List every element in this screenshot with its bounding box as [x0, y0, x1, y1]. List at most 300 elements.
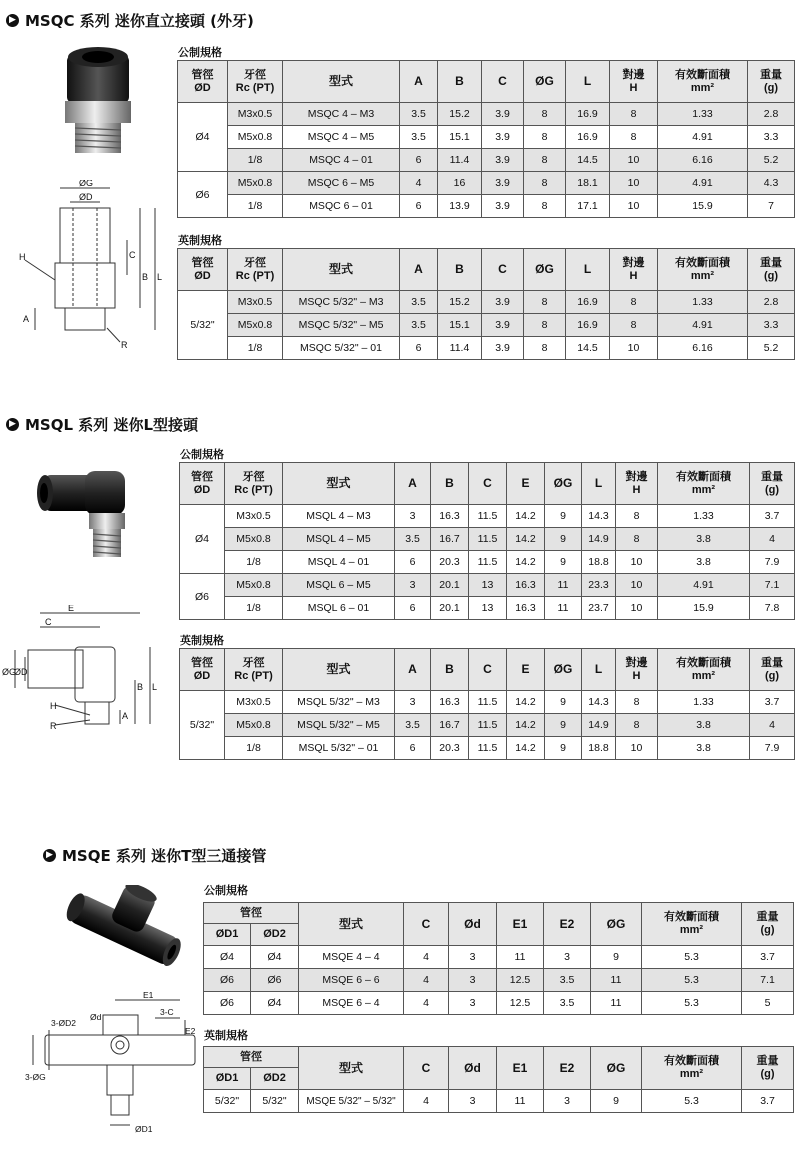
- table-cell: 8: [616, 714, 658, 737]
- table-cell: 8: [524, 314, 566, 337]
- header-cell: 型式: [283, 249, 400, 291]
- table-cell: 3.8: [658, 551, 750, 574]
- table-cell: 3: [395, 691, 431, 714]
- table-cell: 1/8: [225, 551, 283, 574]
- table-cell: 3.9: [482, 195, 524, 218]
- table-cell: 3.5: [395, 714, 431, 737]
- table-cell: 3: [449, 946, 497, 969]
- section-title-text: MSQL 系列 迷你L型接頭: [25, 416, 199, 434]
- header-cell: E: [507, 463, 545, 505]
- header-cell: 管徑 ØD: [178, 61, 228, 103]
- table-cell: 11.4: [438, 149, 482, 172]
- table-cell: MSQE 4 – 4: [299, 946, 404, 969]
- table-cell: 4.91: [658, 126, 748, 149]
- bullet-icon: ▶: [6, 14, 19, 27]
- table-cell: 5.3: [642, 992, 742, 1015]
- table-cell: 6.16: [658, 337, 748, 360]
- table-cell: 16.7: [431, 714, 469, 737]
- table-cell: MSQC 4 – M3: [283, 103, 400, 126]
- table-cell: 10: [616, 574, 658, 597]
- table-cell: 16.3: [431, 691, 469, 714]
- table-cell: 14.3: [582, 691, 616, 714]
- header-cell: ØD1: [204, 1068, 251, 1090]
- table-cell: MSQC 6 – 01: [283, 195, 400, 218]
- table-cell: 6: [395, 597, 431, 620]
- table-cell: 9: [545, 551, 582, 574]
- table-cell: 15.2: [438, 291, 482, 314]
- table-cell: MSQL 4 – 01: [283, 551, 395, 574]
- table-cell: 3.9: [482, 172, 524, 195]
- header-cell: 重量 (g): [748, 61, 795, 103]
- label-c: C: [45, 617, 52, 627]
- header-cell: ØD1: [204, 924, 251, 946]
- od-cell: 5/32": [178, 291, 228, 360]
- table-cell: 1/8: [225, 737, 283, 760]
- table-cell: 4.91: [658, 172, 748, 195]
- table-cell: 11.5: [469, 691, 507, 714]
- table-cell: 8: [610, 291, 658, 314]
- header-cell: ØG: [591, 903, 642, 946]
- table-cell: 7.9: [750, 737, 795, 760]
- header-cell: ØG: [545, 649, 582, 691]
- table-cell: 11.5: [469, 551, 507, 574]
- table-cell: MSQC 4 – M5: [283, 126, 400, 149]
- header-group-cell: 管徑: [204, 1047, 299, 1068]
- table-cell: 6: [395, 737, 431, 760]
- table-cell: 8: [524, 172, 566, 195]
- table-cell: 14.3: [582, 505, 616, 528]
- table-cell: 3.5: [400, 314, 438, 337]
- label-b: B: [137, 682, 144, 692]
- header-cell: A: [395, 649, 431, 691]
- table-cell: 4: [400, 172, 438, 195]
- msqc-dimension-drawing: [15, 180, 165, 350]
- table-cell: 3: [544, 1090, 591, 1113]
- table-cell: 4.91: [658, 314, 748, 337]
- header-cell: 重量 (g): [748, 249, 795, 291]
- header-cell: 對邊 H: [610, 61, 658, 103]
- table-cell: 20.3: [431, 551, 469, 574]
- table-cell: 5: [742, 992, 794, 1015]
- header-cell: 牙徑 Rc (PT): [225, 649, 283, 691]
- od-cell: Ø6: [178, 172, 228, 218]
- header-cell: ØG: [591, 1047, 642, 1090]
- header-cell: L: [566, 249, 610, 291]
- header-cell: Ød: [449, 1047, 497, 1090]
- table-cell: 18.1: [566, 172, 610, 195]
- table-cell: MSQL 5/32" – M3: [283, 691, 395, 714]
- header-cell: E1: [497, 903, 544, 946]
- spec-label-metric: 公制規格: [180, 448, 224, 461]
- table-cell: 3.9: [482, 314, 524, 337]
- header-cell: 重量 (g): [750, 649, 795, 691]
- table-cell: 16.9: [566, 291, 610, 314]
- table-cell: 13: [469, 597, 507, 620]
- table-cell: 4: [750, 714, 795, 737]
- section-title-text: MSQE 系列 迷你T型三通接管: [62, 847, 267, 865]
- table-cell: M3x0.5: [225, 505, 283, 528]
- header-cell: C: [482, 61, 524, 103]
- od-cell: Ø6: [180, 574, 225, 620]
- table-cell: 8: [610, 314, 658, 337]
- label-og: ØG: [79, 180, 94, 188]
- table-cell: 10: [610, 172, 658, 195]
- table-cell: 3.5: [400, 103, 438, 126]
- table-cell: 5.3: [642, 1090, 742, 1113]
- table-cell: 7: [748, 195, 795, 218]
- spec-label-imperial: 英制規格: [180, 634, 224, 647]
- table-cell: 8: [610, 103, 658, 126]
- header-cell: 對邊 H: [610, 249, 658, 291]
- table-cell: 13.9: [438, 195, 482, 218]
- table-cell: 15.9: [658, 597, 750, 620]
- table-cell: 14.2: [507, 691, 545, 714]
- table-cell: 14.5: [566, 149, 610, 172]
- table-cell: 3.8: [658, 528, 750, 551]
- label-l: L: [152, 682, 158, 692]
- table-cell: 15.1: [438, 314, 482, 337]
- table-cell: 3: [449, 1090, 497, 1113]
- label-l: L: [157, 272, 163, 282]
- msql-dimension-drawing: [0, 605, 170, 740]
- table-cell: 8: [610, 126, 658, 149]
- table-cell: 3.5: [400, 126, 438, 149]
- table-cell: 9: [545, 528, 582, 551]
- table-cell: 16.3: [507, 574, 545, 597]
- table-cell: 4: [404, 969, 449, 992]
- table-cell: 3.5: [544, 969, 591, 992]
- header-cell: 管徑 ØD: [180, 649, 225, 691]
- table-cell: 17.1: [566, 195, 610, 218]
- table-cell: Ø6: [204, 992, 251, 1015]
- table-cell: 15.2: [438, 103, 482, 126]
- table-cell: 3.9: [482, 291, 524, 314]
- header-cell: 型式: [299, 1047, 404, 1090]
- table-cell: 4.3: [748, 172, 795, 195]
- table-cell: 8: [524, 291, 566, 314]
- table-cell: 1/8: [228, 195, 283, 218]
- bullet-icon: ▶: [6, 418, 19, 431]
- table-cell: 13: [469, 574, 507, 597]
- table-cell: 3: [395, 574, 431, 597]
- label-h: H: [50, 701, 57, 711]
- table-cell: 14.9: [582, 528, 616, 551]
- table-cell: 18.8: [582, 737, 616, 760]
- table-cell: M3x0.5: [228, 291, 283, 314]
- label-a: A: [122, 711, 129, 721]
- od-cell: 5/32": [180, 691, 225, 760]
- table-cell: M5x0.8: [228, 314, 283, 337]
- table-cell: 8: [524, 337, 566, 360]
- table-cell: 8: [616, 528, 658, 551]
- header-cell: 管徑 ØD: [178, 249, 228, 291]
- section-title-msqe: [43, 845, 266, 866]
- table-cell: 11.5: [469, 528, 507, 551]
- label-od-small: Ød: [90, 1012, 102, 1022]
- table-cell: 3.9: [482, 337, 524, 360]
- table-cell: 6: [400, 337, 438, 360]
- table-cell: MSQC 5/32" – M3: [283, 291, 400, 314]
- table-cell: 3: [544, 946, 591, 969]
- od-cell: Ø4: [178, 103, 228, 172]
- table-cell: 3.3: [748, 314, 795, 337]
- table-cell: 8: [524, 126, 566, 149]
- table-cell: 3.9: [482, 149, 524, 172]
- table-cell: 10: [610, 195, 658, 218]
- table-cell: MSQL 4 – M3: [283, 505, 395, 528]
- header-cell: B: [438, 249, 482, 291]
- table-cell: 11: [545, 597, 582, 620]
- table-cell: 7.1: [750, 574, 795, 597]
- label-od: ØD: [14, 667, 28, 677]
- table-cell: 6.16: [658, 149, 748, 172]
- table-cell: 14.2: [507, 505, 545, 528]
- table-cell: 15.9: [658, 195, 748, 218]
- table-cell: 3.7: [742, 1090, 794, 1113]
- table-cell: 7.8: [750, 597, 795, 620]
- table-cell: 7.9: [750, 551, 795, 574]
- header-cell: C: [404, 1047, 449, 1090]
- header-cell: A: [400, 249, 438, 291]
- header-cell: E: [507, 649, 545, 691]
- header-cell: 型式: [283, 61, 400, 103]
- table-cell: 8: [524, 103, 566, 126]
- header-cell: B: [431, 463, 469, 505]
- table-cell: 5.3: [642, 946, 742, 969]
- bullet-icon: ▶: [43, 849, 56, 862]
- label-h: H: [19, 252, 26, 262]
- table-cell: 9: [545, 737, 582, 760]
- table-cell: 3.7: [750, 505, 795, 528]
- header-cell: E2: [544, 903, 591, 946]
- label-r: R: [50, 721, 57, 731]
- table-cell: 11.5: [469, 505, 507, 528]
- header-cell: E2: [544, 1047, 591, 1090]
- table-cell: MSQE 6 – 4: [299, 992, 404, 1015]
- header-cell: L: [582, 463, 616, 505]
- table-cell: Ø6: [251, 969, 299, 992]
- table-cell: 10: [616, 551, 658, 574]
- table-cell: 10: [610, 337, 658, 360]
- table-cell: 14.9: [582, 714, 616, 737]
- header-cell: C: [404, 903, 449, 946]
- header-cell: 管徑 ØD: [180, 463, 225, 505]
- header-cell: ØG: [524, 249, 566, 291]
- table-cell: 6: [400, 149, 438, 172]
- header-cell: 有效斷面積 mm²: [658, 463, 750, 505]
- spec-label-imperial: 英制規格: [204, 1029, 248, 1042]
- header-cell: 有效斷面積 mm²: [658, 649, 750, 691]
- table-cell: MSQC 5/32" – M5: [283, 314, 400, 337]
- table-cell: 5/32": [204, 1090, 251, 1113]
- msql-metric-table: [179, 462, 795, 620]
- table-cell: MSQC 4 – 01: [283, 149, 400, 172]
- msqc-imperial-table: [177, 248, 795, 360]
- table-cell: 23.7: [582, 597, 616, 620]
- label-e2: E2: [185, 1026, 196, 1036]
- header-cell: L: [566, 61, 610, 103]
- spec-label-metric: 公制規格: [178, 46, 222, 59]
- table-cell: 10: [616, 597, 658, 620]
- table-cell: 5.3: [642, 969, 742, 992]
- table-cell: MSQL 6 – 01: [283, 597, 395, 620]
- header-cell: 牙徑 Rc (PT): [225, 463, 283, 505]
- header-cell: A: [400, 61, 438, 103]
- table-cell: 12.5: [497, 969, 544, 992]
- table-cell: 14.2: [507, 737, 545, 760]
- table-cell: 14.2: [507, 551, 545, 574]
- table-cell: 11.4: [438, 337, 482, 360]
- section-title-msqc: [6, 10, 254, 31]
- table-cell: 9: [591, 1090, 642, 1113]
- table-cell: 1/8: [225, 597, 283, 620]
- table-cell: 4.91: [658, 574, 750, 597]
- header-cell: 有效斷面積 mm²: [642, 903, 742, 946]
- table-cell: MSQL 4 – M5: [283, 528, 395, 551]
- table-cell: 11: [497, 946, 544, 969]
- table-cell: 8: [616, 505, 658, 528]
- table-cell: M5x0.8: [228, 126, 283, 149]
- table-cell: 3.3: [748, 126, 795, 149]
- table-cell: 8: [616, 691, 658, 714]
- msqc-metric-table: [177, 60, 795, 218]
- msql-product-photo: [35, 463, 135, 563]
- table-cell: Ø4: [204, 946, 251, 969]
- table-cell: 16.7: [431, 528, 469, 551]
- header-cell: ØG: [545, 463, 582, 505]
- header-group-cell: 管徑: [204, 903, 299, 924]
- table-cell: 16.3: [507, 597, 545, 620]
- table-cell: 1.33: [658, 103, 748, 126]
- header-cell: ØD2: [251, 1068, 299, 1090]
- spec-label-imperial: 英制規格: [178, 234, 222, 247]
- table-cell: 5.2: [748, 149, 795, 172]
- label-c: C: [129, 250, 136, 260]
- header-cell: 重量 (g): [750, 463, 795, 505]
- table-cell: 11.5: [469, 714, 507, 737]
- table-cell: 3.9: [482, 126, 524, 149]
- header-cell: L: [582, 649, 616, 691]
- header-cell: E1: [497, 1047, 544, 1090]
- header-cell: B: [431, 649, 469, 691]
- table-cell: 3: [449, 992, 497, 1015]
- header-cell: 有效斷面積 mm²: [642, 1047, 742, 1090]
- msqe-metric-table: [203, 902, 794, 1015]
- table-cell: MSQE 5/32" – 5/32": [299, 1090, 404, 1113]
- table-cell: 3.5: [400, 291, 438, 314]
- label-3c: 3-C: [160, 1007, 174, 1017]
- table-cell: 5/32": [251, 1090, 299, 1113]
- table-cell: Ø4: [251, 946, 299, 969]
- table-cell: 11: [591, 992, 642, 1015]
- table-cell: M3x0.5: [225, 691, 283, 714]
- label-od: ØD: [79, 192, 93, 202]
- header-cell: 對邊 H: [616, 463, 658, 505]
- table-cell: 23.3: [582, 574, 616, 597]
- msqe-product-photo: [60, 885, 190, 970]
- table-cell: 2.8: [748, 291, 795, 314]
- table-cell: 11: [591, 969, 642, 992]
- header-cell: C: [469, 649, 507, 691]
- table-cell: 1.33: [658, 691, 750, 714]
- header-cell: C: [469, 463, 507, 505]
- table-cell: 11: [497, 1090, 544, 1113]
- table-cell: 9: [545, 691, 582, 714]
- table-cell: 8: [524, 149, 566, 172]
- table-cell: 1/8: [228, 337, 283, 360]
- table-cell: 9: [591, 946, 642, 969]
- table-cell: MSQL 5/32" – M5: [283, 714, 395, 737]
- header-cell: Ød: [449, 903, 497, 946]
- msqe-imperial-table: [203, 1046, 794, 1113]
- table-cell: 3.5: [544, 992, 591, 1015]
- table-cell: 20.1: [431, 574, 469, 597]
- header-cell: 型式: [299, 903, 404, 946]
- table-cell: 3: [395, 505, 431, 528]
- table-cell: M5x0.8: [225, 574, 283, 597]
- table-cell: 16: [438, 172, 482, 195]
- header-cell: 型式: [283, 463, 395, 505]
- label-od1: ØD1: [135, 1124, 153, 1134]
- msql-imperial-table: [179, 648, 795, 760]
- section-title-msql: [6, 414, 198, 435]
- table-cell: 4: [750, 528, 795, 551]
- table-cell: 6: [395, 551, 431, 574]
- spec-label-metric: 公制規格: [204, 884, 248, 897]
- header-cell: 對邊 H: [616, 649, 658, 691]
- table-cell: M3x0.5: [228, 103, 283, 126]
- od-cell: Ø4: [180, 505, 225, 574]
- section-title-text: MSQC 系列 迷你直立接頭 (外牙): [25, 12, 254, 30]
- table-cell: 6: [400, 195, 438, 218]
- table-cell: 16.9: [566, 126, 610, 149]
- table-cell: MSQC 6 – M5: [283, 172, 400, 195]
- table-cell: MSQL 5/32" – 01: [283, 737, 395, 760]
- table-cell: 16.9: [566, 103, 610, 126]
- label-3og: 3-ØG: [25, 1072, 46, 1082]
- table-cell: Ø4: [251, 992, 299, 1015]
- header-cell: ØD2: [251, 924, 299, 946]
- header-cell: 牙徑 Rc (PT): [228, 61, 283, 103]
- table-cell: 10: [616, 737, 658, 760]
- table-cell: 3.9: [482, 103, 524, 126]
- label-b: B: [142, 272, 149, 282]
- header-cell: 重量 (g): [742, 903, 794, 946]
- table-cell: 3.8: [658, 714, 750, 737]
- label-r: R: [121, 340, 128, 350]
- msqc-product-photo: [55, 45, 145, 160]
- table-cell: M5x0.8: [228, 172, 283, 195]
- table-cell: MSQL 6 – M5: [283, 574, 395, 597]
- table-cell: 2.8: [748, 103, 795, 126]
- table-cell: 14.2: [507, 714, 545, 737]
- table-cell: 4: [404, 1090, 449, 1113]
- table-cell: 3.7: [742, 946, 794, 969]
- table-cell: MSQE 6 – 6: [299, 969, 404, 992]
- header-cell: 型式: [283, 649, 395, 691]
- table-cell: 11: [545, 574, 582, 597]
- table-cell: 1.33: [658, 505, 750, 528]
- table-cell: 3: [449, 969, 497, 992]
- table-cell: 3.8: [658, 737, 750, 760]
- table-cell: 5.2: [748, 337, 795, 360]
- table-cell: 14.5: [566, 337, 610, 360]
- table-cell: 10: [610, 149, 658, 172]
- table-cell: 11.5: [469, 737, 507, 760]
- table-cell: 16.9: [566, 314, 610, 337]
- label-3od2: 3-ØD2: [51, 1018, 77, 1028]
- table-cell: 15.1: [438, 126, 482, 149]
